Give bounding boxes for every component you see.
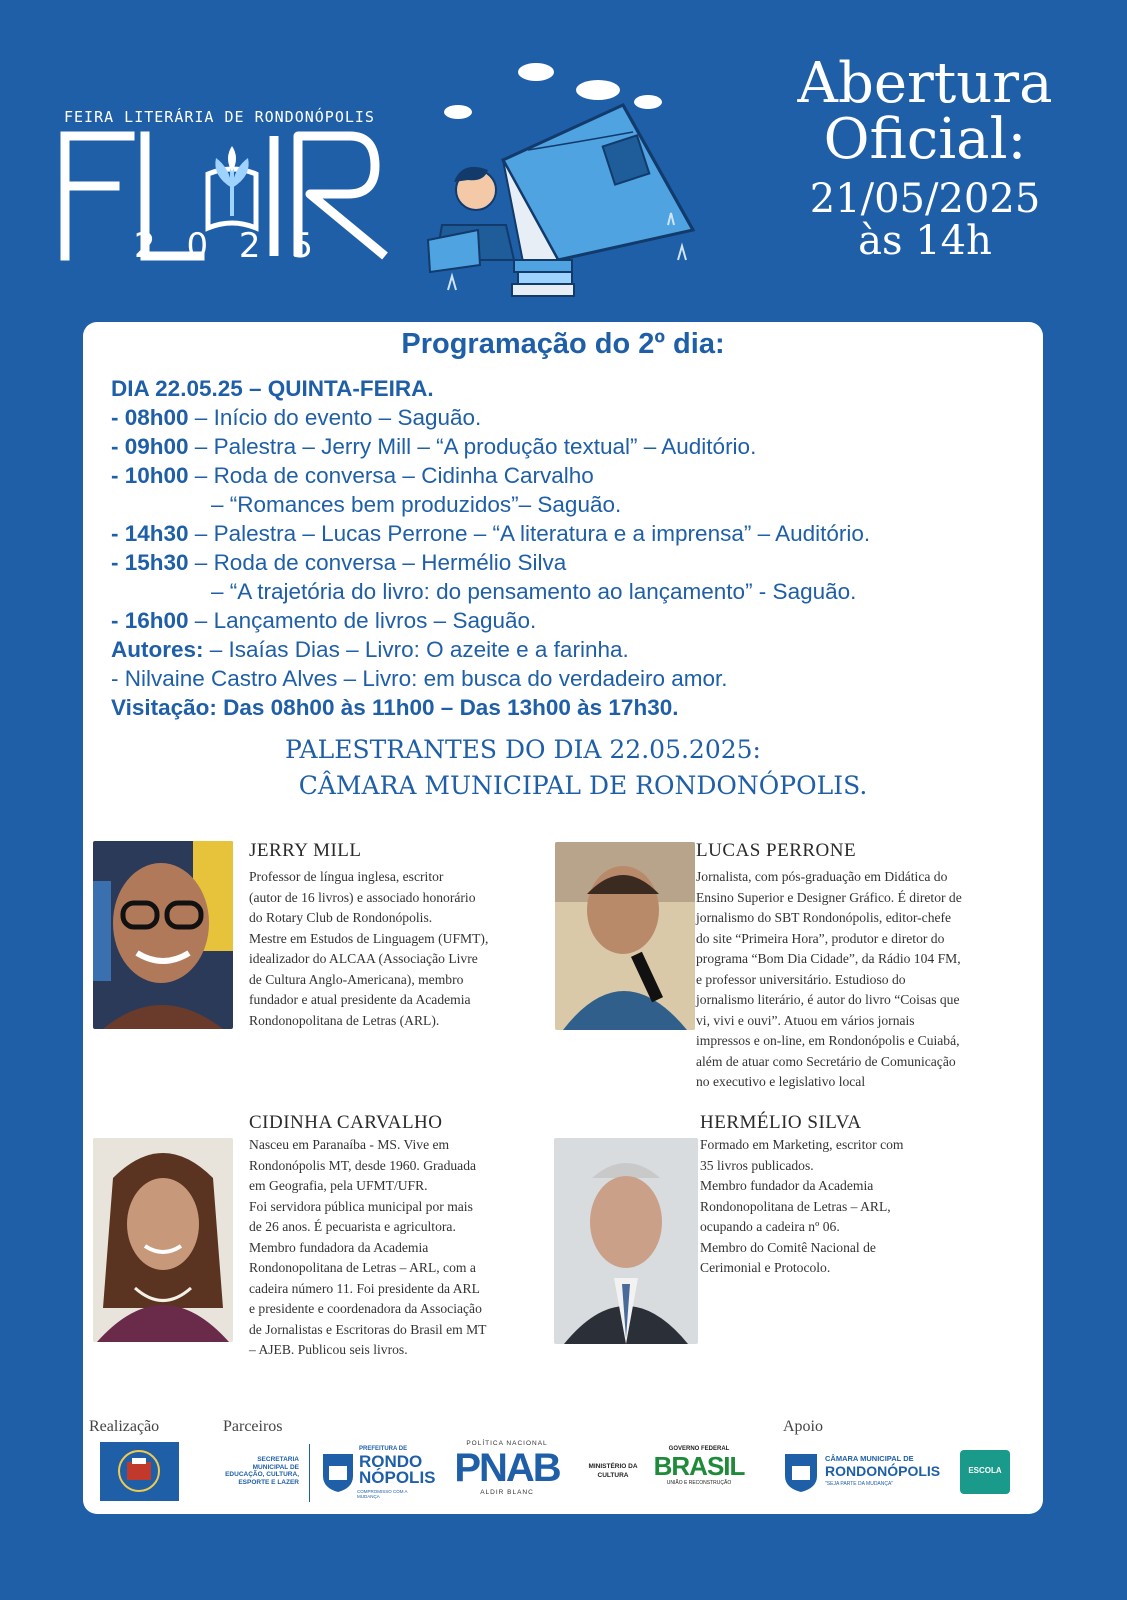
program-title: Programação do 2º dia: <box>401 328 725 360</box>
realizacao-label: Realização <box>89 1418 160 1435</box>
opening-title-line2: Oficial: <box>823 107 1027 172</box>
schedule-item: - 09h00 – Palestra – Jerry Mill – “A produção textual” – Auditório. <box>111 434 757 459</box>
apoio-label: Apoio <box>783 1418 823 1435</box>
authors-line: Autores: – Isaías Dias – Livro: O azeite e a farinha. <box>111 637 629 662</box>
speaker-bio-cidinha-carvalho: Nasceu em Paranaíba - MS. Vive em Rondonópolis MT, desde 1960. Graduada em Geografia, pela UFMT/UFR. Foi servidora pública municipal por mais de 26 anos. É pecuarista e agricultora. Membro fundadora da Academia Rondonopolitana de Letras – ARL, com a cadeira número 11. Foi presidente da ARL e presidente e coordenadora da Associação de Jornalistas e Escritoras do Brasil em MT – AJEB. Publicou seis livros. <box>249 1137 487 1357</box>
speakers-heading <box>83 732 1043 804</box>
opening-time: às 14h <box>858 218 992 264</box>
speakers-heading-line2: CÂMARA MUNICIPAL DE RONDONÓPOLIS. <box>298 771 868 800</box>
festival-subtitle: FEIRA LITERÁRIA DE RONDONÓPOLIS <box>64 108 375 126</box>
prefeitura-logo: PREFEITURA DE RONDO NÓPOLIS COMPROMISSO COM A MUDANÇA <box>321 1444 431 1502</box>
speaker-photo-lucas-perrone <box>555 842 695 1030</box>
camara-logo: CÂMARA MUNICIPAL DE RONDONÓPOLIS "SEJA PARTE DA MUDANÇA" <box>783 1452 943 1496</box>
schedule-item: - 16h00 – Lançamento de livros – Saguão. <box>111 608 537 633</box>
arl-logo <box>100 1442 179 1501</box>
speaker-photo-jerry-mill <box>93 841 233 1029</box>
ministerio-cultura-logo: MINISTÉRIO DA CULTURA <box>588 1463 638 1479</box>
divider <box>309 1444 310 1502</box>
schedule <box>111 374 1031 722</box>
speaker-name-jerry-mill: JERRY MILL <box>249 840 362 861</box>
speaker-bio-lucas-perrone: Jornalista, com pós-graduação em Didática do Ensino Superior e Designer Gráfico. É diretor de jornalismo do SBT Rondonópolis, editor-chefe do site “Primeira Hora”, produtor e diretor do programa “Bom Dia Cidade”, da Rádio 104 FM, e professor universitário. Estudioso do jornalismo literário, é autor do livro “Coisas que vi, vivi e ouvi”. Atuou em vários jornais impressos e on-line, em Rondonópolis e Cuiabá, além de atuar como Secretário de Comunicação no executivo e legislativo local <box>696 869 962 1089</box>
schedule-day: DIA 22.05.25 – QUINTA-FEIRA. <box>111 376 434 401</box>
speaker-photo-hermelio-silva <box>554 1138 698 1344</box>
header <box>0 0 1127 320</box>
opening-info <box>760 51 1090 264</box>
opening-title-line1: Abertura <box>797 51 1053 116</box>
speaker-name-cidinha-carvalho: CIDINHA CARVALHO <box>249 1112 443 1133</box>
visitation-hours: Visitação: Das 08h00 às 11h00 – Das 13h00 às 17h30. <box>111 695 679 720</box>
reading-illustration <box>418 50 708 305</box>
speaker-name-hermelio-silva: HERMÉLIO SILVA <box>700 1112 862 1133</box>
secretaria-logo: SECRETARIA MUNICIPAL DE EDUCAÇÃO, CULTURA, ESPORTE E LAZER <box>225 1456 299 1486</box>
program-card <box>83 322 1043 1514</box>
speaker-bio-jerry-mill: Professor de língua inglesa, escritor (autor de 16 livros) e associado honorário do Rotary Club de Rondonópolis. Mestre em Estudos de Linguagem (UFMT), idealizador do ALCAA (Associação Livre de Cultura Anglo-Americana), membro fundador e atual presidente da Academia Rondonopolitana de Letras (ARL). <box>249 869 489 1028</box>
schedule-item-continuation: – “Romances bem produzidos”– Saguão. <box>211 492 622 517</box>
schedule-item: - 10h00 – Roda de conversa – Cidinha Carvalho <box>111 463 594 488</box>
escola-logo: ESCOLA <box>960 1450 1010 1494</box>
governo-federal-logo: GOVERNO FEDERAL BRASIL UNIÃO E RECONSTRUÇÃO <box>653 1446 745 1486</box>
schedule-item: - 08h00 – Início do evento – Saguão. <box>111 405 482 430</box>
schedule-item: - 15h30 – Roda de conversa – Hermélio Silva <box>111 550 567 575</box>
speaker-bio-hermelio-silva: Formado em Marketing, escritor com 35 livros publicados. Membro fundador da Academia Rondonopolitana de Letras – ARL, ocupando a cadeira nº 06. Membro do Comitê Nacional de Cerimonial e Protocolo. <box>700 1137 904 1275</box>
opening-date: 21/05/2025 <box>809 176 1041 222</box>
authors-line-2: - Nilvaine Castro Alves – Livro: em busca do verdadeiro amor. <box>111 666 728 691</box>
logo-year-label: 2 0 2 5 <box>134 226 323 266</box>
speaker-photo-cidinha-carvalho <box>93 1138 233 1342</box>
speakers-heading-line1: PALESTRANTES DO DIA 22.05.2025: <box>285 735 761 764</box>
pnab-logo: POLÍTICA NACIONAL PNAB ALDIR BLANC <box>454 1440 560 1496</box>
schedule-item: - 14h30 – Palestra – Lucas Perrone – “A literatura e a imprensa” – Auditório. <box>111 521 871 546</box>
speaker-name-lucas-perrone: LUCAS PERRONE <box>696 840 857 861</box>
parceiros-label: Parceiros <box>223 1418 283 1435</box>
schedule-item-continuation: – “A trajetória do livro: do pensamento ao lançamento” - Saguão. <box>211 579 857 604</box>
